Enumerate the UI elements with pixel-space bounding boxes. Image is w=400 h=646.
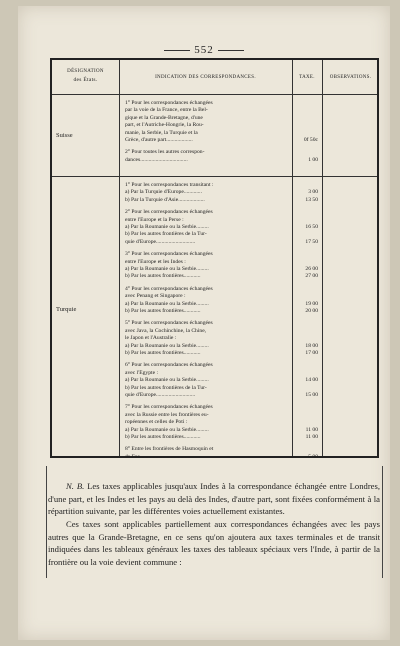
entry-line: 3° Pour les correspondances échangées — [125, 251, 213, 258]
tariff-table — [50, 58, 379, 458]
entry-line: par la voie de la France, entre la Bel- — [125, 107, 208, 114]
table-entry — [125, 251, 293, 281]
tax-value: 11 00 — [305, 434, 318, 440]
header-observations: OBSERVATIONS. — [329, 75, 372, 80]
entry-line: b) Par les autres frontières............ — [125, 433, 201, 440]
tax-value: 5 00 — [308, 453, 318, 460]
page-number: 552 — [18, 44, 390, 56]
footnote-paragraph-1 — [48, 480, 380, 518]
tax-value: 14 00 — [305, 377, 318, 384]
header-taxe: TAXE. — [299, 75, 315, 80]
entry-line: 6° Pour les correspondances échangées — [125, 362, 213, 369]
tax-value: 17 00 — [305, 350, 318, 356]
entry-line: avec la Russie entre les frontières eu- — [125, 411, 209, 418]
footnote — [48, 480, 380, 568]
table-entry — [125, 446, 293, 461]
entry-line: entre l'Europe et les Indes : — [125, 258, 186, 265]
entry-line: b) Par les autres frontières............ — [125, 273, 201, 280]
entry-line: avec l'Égypte : — [125, 369, 159, 376]
entry-line: a) Par la Turquie d'Europe............. — [125, 189, 202, 196]
entry-line: a) Par la Roumanie ou la Serbie......... — [125, 342, 209, 349]
entry-line: quie d'Europe............................ — [125, 391, 196, 398]
tax-value: 0f 50c — [303, 137, 318, 143]
entry-line: a) Par la Roumanie ou la Serbie......... — [125, 223, 209, 230]
footnote-text-1: Les taxes applicables jusqu'aux Indes à la correspondance échangée entre Londres, d'une part, et les Indes et les pays au delà des Indes, d'autre part, sont fixées conformément à la répartition suivante, par les différentes voies actuellement existantes. — [48, 481, 380, 517]
header-divider — [52, 94, 377, 95]
tax-value: 3 00 — [308, 189, 318, 196]
tax-value: 27 00 — [305, 273, 318, 280]
entry-line: dances.................................. — [125, 156, 188, 163]
entry-line: le Japon et l'Australie : — [125, 335, 177, 342]
margin-rule — [382, 466, 383, 578]
entry-line: quie d'Europe............................ — [125, 238, 196, 245]
entry-line: 4° Pour les correspondances échangées — [125, 285, 213, 292]
entry-line: 8° Entre les frontières de Hasmoquin et — [125, 446, 214, 453]
tax-value: 20 00 — [305, 308, 318, 314]
header-designation — [52, 68, 119, 84]
header-indication: INDICATION DES CORRESPONDANCES. — [155, 75, 256, 80]
tax-value: 17 50 — [305, 238, 318, 245]
entry-line: a) Par la Roumanie ou la Serbie......... — [125, 426, 209, 433]
entry-line: a) Par la Roumanie ou la Serbie......... — [125, 265, 209, 272]
table-entry — [125, 209, 293, 246]
entry-line: 7° Pour les correspondances échangées — [125, 404, 213, 411]
entry-line: b) Par les autres frontières............ — [125, 349, 201, 356]
tax-value: 26 00 — [305, 266, 318, 272]
entry-line: avec Penang et Singapore : — [125, 293, 186, 300]
entry-line: 2° Pour toutes les autres correspon- — [125, 149, 205, 156]
state-suisse: Suisse — [56, 132, 73, 139]
tax-value: 18 00 — [305, 342, 318, 349]
footnote-label: N. B. — [66, 481, 85, 491]
state-turquie: Turquie — [56, 306, 77, 313]
tax-value: 13 50 — [305, 196, 318, 203]
entry-line: 1° Pour les correspondances transitant : — [125, 182, 214, 188]
tax-value: 19 00 — [305, 300, 318, 307]
table-entry — [125, 404, 293, 441]
tax-value: 1 00 — [308, 156, 318, 163]
table-entry — [125, 320, 293, 357]
entry-line: de Fao.................................... — [125, 453, 191, 460]
margin-rule — [46, 466, 47, 578]
column-divider — [322, 60, 323, 456]
tax-value: 15 00 — [305, 392, 318, 398]
tax-value: 16 50 — [305, 224, 318, 230]
entry-line: b) Par la Turquie d'Asie................... — [125, 196, 205, 203]
entry-line: 2° Pour les correspondances échangées — [125, 209, 213, 216]
row-divider — [52, 176, 377, 177]
footnote-paragraph-2: Ces taxes sont applicables partiellement aux correspondances échangées avec les pays autres que la Grande-Bretagne, en ce sens qu'on ajoutera aux taxes terminales et de transit indiquées dans les tableaux généraux les taxes des tableaux spéciaux vers l'Inde, à partir de la frontière ou la voie devient commune : — [48, 518, 380, 567]
entry-line: gique et la Grande-Bretagne, d'une — [125, 114, 203, 121]
entry-line: Grèce, d'autre part................... — [125, 136, 193, 143]
entry-line: 1° Pour les correspondances échangées — [125, 100, 213, 106]
table-entry — [125, 182, 293, 204]
entry-line: 5° Pour les correspondances échangées — [125, 320, 213, 327]
entry-line: a) Par la Roumanie ou la Serbie......... — [125, 377, 209, 384]
column-divider — [119, 60, 120, 456]
entry-line: b) Par les autres frontières............ — [125, 307, 201, 314]
entry-line: b) Par les autres frontières de la Tur- — [125, 231, 207, 238]
entry-line: b) Par les autres frontières de la Tur- — [125, 384, 207, 391]
header-designation-line2: des États. — [73, 76, 98, 83]
entry-line: entre l'Europe et la Perse : — [125, 216, 184, 223]
table-entry — [125, 362, 293, 399]
table-entry — [125, 286, 293, 316]
entry-line: avec Java, la Cochinchine, la Chine, — [125, 327, 207, 334]
table-entry — [125, 149, 293, 164]
entry-line: manie, la Serbie, la Turquie et la — [125, 129, 198, 136]
entry-line: ropéennes et celles de Poti : — [125, 419, 188, 426]
table-entry — [125, 100, 293, 144]
document-page — [18, 6, 390, 640]
entry-line: a) Par la Roumanie ou la Serbie......... — [125, 300, 209, 307]
entry-line: part, et l'Autriche-Hongrie, la Rou- — [125, 122, 204, 129]
tax-value: 11 00 — [305, 426, 318, 433]
header-designation-line1: DÉSIGNATION — [67, 69, 104, 74]
